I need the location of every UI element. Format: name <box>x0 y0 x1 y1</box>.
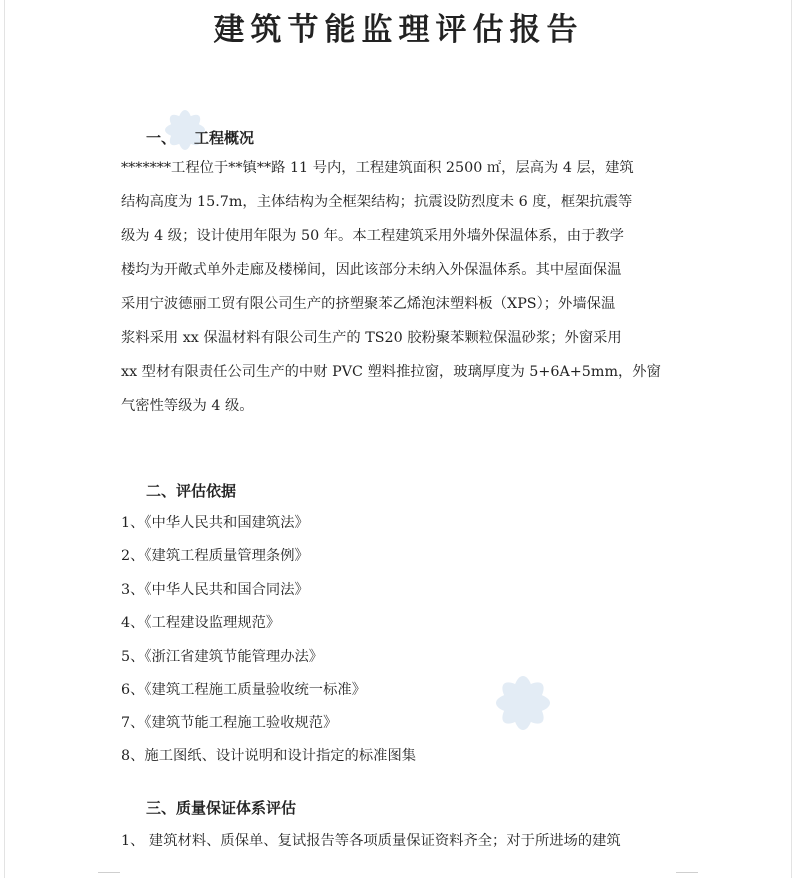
list-item: 1、《中华人民共和国建筑法》 <box>121 515 309 531</box>
paragraph-line: *******工程位于**镇**路 11 号内，工程建筑面积 2500 ㎡，层高为 4 层，建筑 <box>121 160 634 176</box>
paragraph-line: 级为 4 级；设计使用年限为 50 年。本工程建筑采用外墙外保温体系，由于教学 <box>121 228 624 244</box>
paragraph-line: 采用宁波德丽工贸有限公司生产的挤塑聚苯乙烯泡沫塑料板（XPS）；外墙保温 <box>121 296 616 312</box>
page-border-right <box>791 0 792 878</box>
section-heading-overview <box>146 127 254 148</box>
overview-paragraph <box>121 151 683 423</box>
list-item: 6、《建筑工程施工质量验收统一标准》 <box>121 682 366 698</box>
list-item: 8、施工图纸、设计说明和设计指定的标准图集 <box>121 748 417 764</box>
section-title: 工程概况 <box>194 129 255 147</box>
page-corner-mark <box>676 872 698 873</box>
paragraph-line: 结构高度为 15.7m，主体结构为全框架结构；抗震设防烈度未 6 度，框架抗震等 <box>121 194 633 210</box>
list-item: 7、《建筑节能工程施工验收规范》 <box>121 715 338 731</box>
section-heading-quality: 三、质量保证体系评估 <box>146 799 297 817</box>
section-heading-basis: 二、评估依据 <box>146 482 237 500</box>
list-item: 4、《工程建设监理规范》 <box>121 615 281 631</box>
watermark-flower-icon <box>478 658 568 748</box>
paragraph-line: xx 型材有限责任公司生产的中财 PVC 塑料推拉窗，玻璃厚度为 5+6A+5mm，外窗 <box>121 364 661 380</box>
paragraph-line: 气密性等级为 4 级。 <box>121 398 254 414</box>
list-item: 2、《建筑工程质量管理条例》 <box>121 548 309 564</box>
page-border-left <box>4 0 5 878</box>
page-corner-mark <box>98 872 120 873</box>
list-item: 3、《中华人民共和国合同法》 <box>121 582 309 598</box>
document-title: 建筑节能监理评估报告 <box>213 12 584 48</box>
paragraph-line: 楼均为开敞式单外走廊及楼梯间，因此该部分未纳入外保温体系。其中屋面保温 <box>121 262 622 278</box>
section-number: 一、 <box>146 129 177 147</box>
paragraph-line: 浆料采用 xx 保温材料有限公司生产的 TS20 胶粉聚苯颗粒保温砂浆；外窗采用 <box>121 330 622 346</box>
paragraph-line: 1、 建筑材料、质保单、复试报告等各项质量保证资料齐全；对于所进场的建筑 <box>121 833 621 849</box>
list-item: 5、《浙江省建筑节能管理办法》 <box>121 649 324 665</box>
